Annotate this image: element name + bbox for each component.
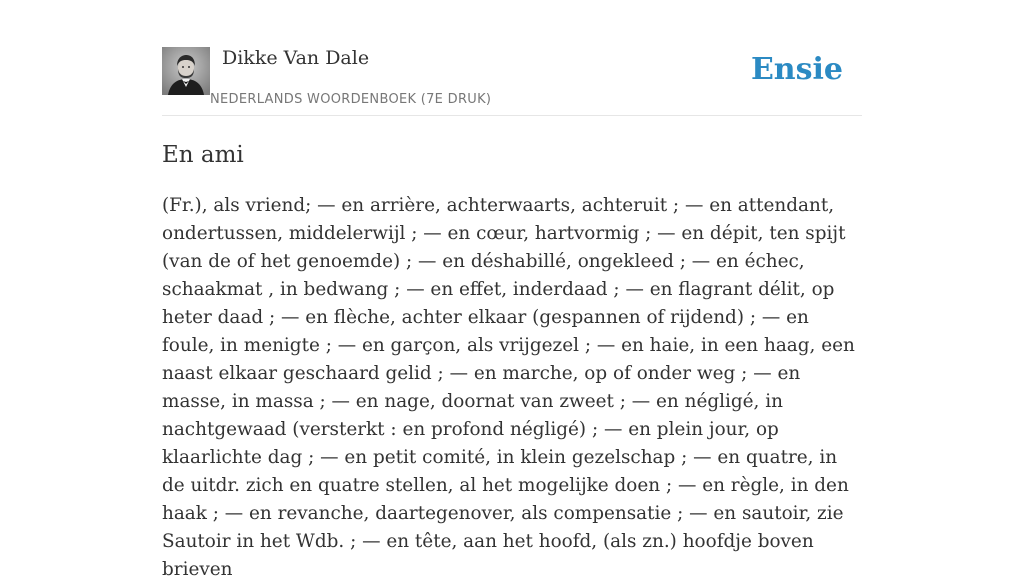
author-avatar[interactable] bbox=[162, 47, 210, 95]
entry-definition: (Fr.), als vriend; — en arrière, achterwaarts, achteruit ; — en attendant, ondertussen, middelerwijl ; — en cœur, hartvormig ; — en dépit, ten spijt (van de of het genoemde) ; — en déshabillé, ongekleed ; — en échec, schaakmat , in bedwang ; — en effet, inderdaad ; — en flagrant délit, op heter daad ; — en flèche, achter elkaar (gespannen of rijdend) ; — en foule, in menigte ; — en garçon, als vrijgezel ; — en haie, in een haag, een naast elkaar geschaard gelid ; — en marche, op of onder weg ; — en masse, in massa ; — en nage, doornat van zweet ; — en négligé, in nachtgewaad (versterkt : en profond négligé) ; — en plein jour, op klaarlichte dag ; — en petit comité, in klein gezelschap ; — en quatre, in de uitdr. zich en quatre stellen, al het mogelijke doen ; — en règle, in den haak ; — en revanche, daartegenover, als compensatie ; — en sautoir, zie Sautoir in het Wdb. ; — en tête, aan het hoofd, (als zn.) hoofdje boven brieven bbox=[162, 195, 855, 580]
entry-title: En ami bbox=[162, 142, 244, 168]
header bbox=[162, 46, 862, 116]
brand-logo[interactable]: Ensie bbox=[750, 52, 843, 87]
portrait-image bbox=[162, 47, 210, 95]
author-name[interactable]: Dikke Van Dale bbox=[222, 47, 370, 69]
source-label[interactable]: NEDERLANDS WOORDENBOEK (7E DRUK) bbox=[210, 92, 492, 107]
